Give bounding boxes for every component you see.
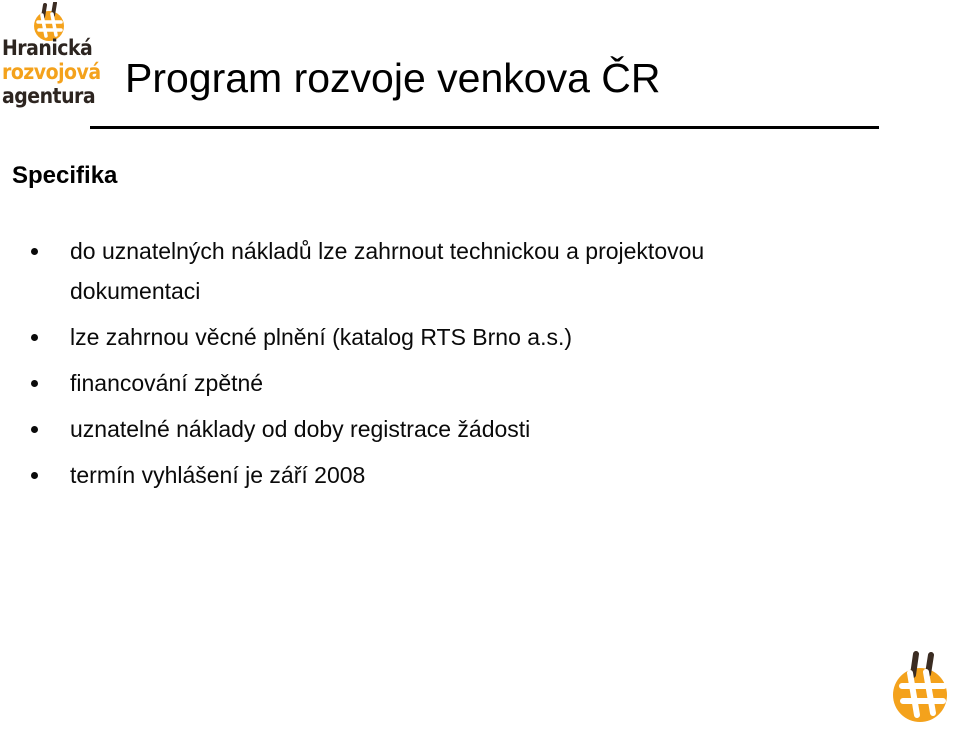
logo-line-3: agentura [2, 84, 96, 108]
bullet-dot-icon [31, 380, 38, 387]
bullet-list [0, 231, 900, 495]
bullet-text: lze zahrnou věcné plnění (katalog RTS Brno a.s.) [70, 324, 573, 350]
agency-corner-logo-icon [886, 650, 956, 724]
bullet-dot-icon [31, 248, 38, 255]
slide-title: Program rozvoje venkova ČR [125, 55, 661, 101]
bullet-dot-icon [31, 334, 38, 341]
bullet-text: do uznatelných nákladů lze zahrnout technickou a projektovou dokumentaci [70, 238, 705, 304]
title-divider [90, 126, 879, 129]
logo-line-2: rozvojová [2, 60, 101, 84]
agency-logo-text [2, 36, 101, 108]
agency-logo [2, 2, 101, 114]
bullet-dot-icon [31, 426, 38, 433]
logo-line-1: Hranická [2, 36, 93, 60]
bullet-dot-icon [31, 472, 38, 479]
bullet-text: termín vyhlášení je září 2008 [70, 462, 366, 488]
bullet-item [0, 363, 900, 403]
bullet-text: uznatelné náklady od doby registrace žádosti [70, 416, 531, 442]
bullet-text: financování zpětné [70, 370, 264, 396]
bullet-item [0, 455, 900, 495]
section-heading: Specifika [12, 162, 118, 189]
bullet-item [0, 409, 900, 449]
bullet-item [0, 231, 830, 311]
bullet-item [0, 317, 900, 357]
